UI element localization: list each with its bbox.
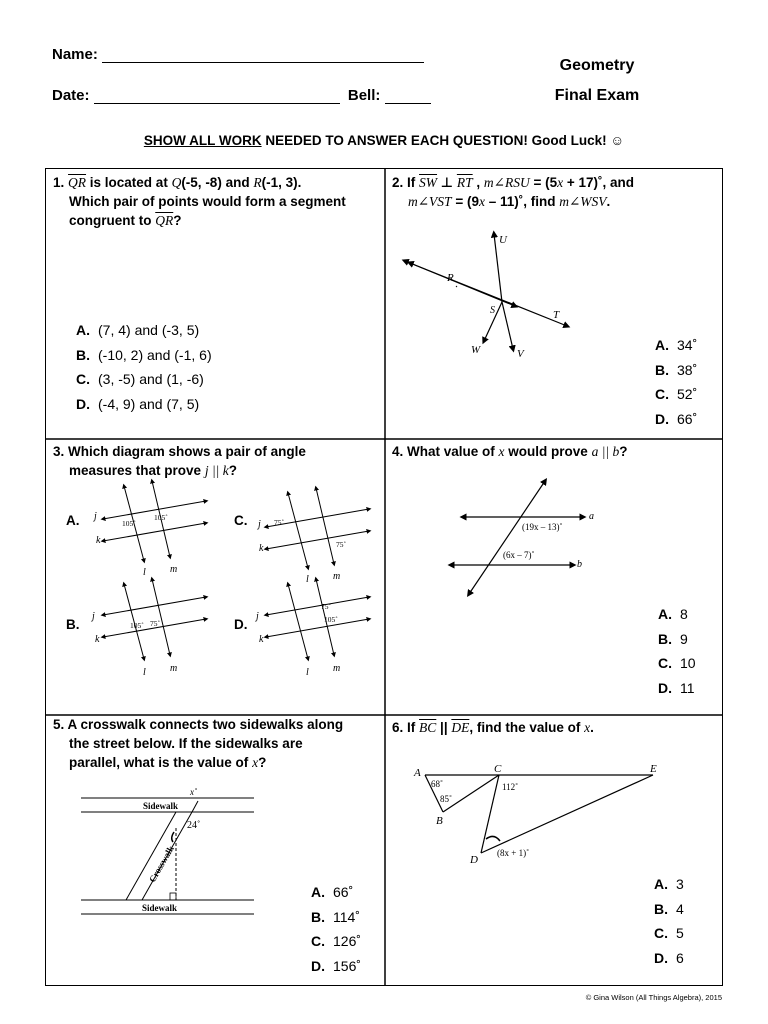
choice-letter: C.: [655, 386, 669, 402]
q5-angle-x: x˚: [190, 787, 197, 797]
q4-text2: would prove: [504, 444, 592, 459]
instructions-rest: NEEDED TO ANSWER EACH QUESTION! Good Luck! ☺: [261, 133, 625, 148]
q1-choice-a[interactable]: [76, 318, 212, 343]
q3b-label-m: m: [170, 663, 178, 674]
question-3: [46, 439, 385, 715]
q2-angle-rsu: m∠RSU: [483, 175, 530, 190]
q3c-label-j: j: [258, 519, 261, 530]
q2-stem: [392, 173, 717, 211]
choice-text: 11: [680, 679, 695, 696]
q3d-label-k: k: [259, 634, 264, 645]
q4-number: 4.: [392, 444, 404, 459]
q2-choice-a[interactable]: [655, 333, 697, 358]
choice-text: 38˚: [677, 361, 698, 378]
q2-label-v: V: [517, 348, 524, 359]
q4-choices: [658, 602, 696, 700]
q6-label-a: A: [414, 767, 421, 779]
q3c-label-k: k: [259, 543, 264, 554]
q1-coords-r: (-1, 3).: [261, 175, 302, 190]
question-6: [385, 715, 722, 985]
q5-choice-c[interactable]: [311, 929, 361, 954]
q3-diagram-a: [92, 481, 206, 578]
q6-angle-112: 112˚: [502, 782, 519, 792]
q2-comma: ,: [472, 175, 484, 190]
q3-number: 3.: [53, 444, 65, 459]
q5-choice-b[interactable]: [311, 905, 361, 930]
q4-choice-b[interactable]: [658, 627, 696, 652]
q3b-angle-2: 75˚: [150, 619, 160, 628]
q4-label-b: b: [577, 559, 582, 570]
choice-text: (3, -5) and (1, -6): [98, 371, 204, 387]
q3-diagram-d: [254, 579, 369, 678]
choice-letter: C.: [311, 933, 325, 949]
q3a-label-m: m: [170, 564, 178, 575]
choice-text: 34˚: [677, 337, 698, 353]
date-label: Date:: [52, 87, 90, 104]
q6-choice-a[interactable]: [654, 872, 684, 897]
q2-x1: x: [557, 175, 564, 190]
q6-seg-bc: $\overline{BC}$: [419, 720, 437, 735]
q5-choices: [311, 880, 361, 978]
q1-point-q: Q: [171, 175, 182, 190]
q2-label-u: U: [499, 234, 507, 246]
choice-letter: D.: [311, 957, 325, 974]
choice-letter: C.: [654, 925, 668, 941]
q5-crosswalk-label: Crosswalk: [147, 844, 176, 884]
q1-line2: Which pair of points would form a segment: [69, 194, 346, 209]
choice-letter: C.: [658, 655, 672, 671]
q3d-label-l: l: [306, 667, 309, 678]
name-row: [52, 46, 424, 63]
q2-choice-d[interactable]: [655, 407, 697, 432]
question-1: [46, 169, 385, 439]
q6-angle-68: 68˚: [431, 779, 443, 789]
choice-text: 5: [676, 925, 684, 941]
q5-sidewalk-bottom: Sidewalk: [142, 903, 178, 913]
q3-option-c[interactable]: C.: [234, 513, 248, 528]
q2-label-t: T: [553, 309, 560, 321]
choice-text: (7, 4) and (-3, 5): [98, 322, 200, 338]
q3c-angle-2: 75˚: [336, 540, 346, 549]
q6-seg-de: $\overline{DE}$: [451, 720, 470, 735]
q3-option-a[interactable]: A.: [66, 513, 80, 528]
choice-letter: B.: [76, 346, 90, 363]
name-blank[interactable]: [102, 48, 424, 63]
q3-diagram-b: [90, 579, 206, 678]
q2-perp: ⊥: [437, 175, 457, 190]
choice-text: 6: [676, 949, 684, 966]
q1-choice-b[interactable]: [76, 343, 212, 368]
q5-number: 5.: [53, 717, 65, 732]
q4-choice-d[interactable]: [658, 676, 696, 701]
q5-qmark: ?: [258, 755, 267, 770]
q3a-angle-1: 105˚: [122, 519, 136, 528]
q3-line1: Which diagram shows a pair of angle: [68, 444, 306, 459]
q6-choice-c[interactable]: [654, 921, 684, 946]
q3c-label-m: m: [333, 571, 341, 582]
q1-choices: [76, 318, 212, 416]
q1-segment-qr: $\overline{QR}$: [68, 175, 87, 190]
q5-line1: A crosswalk connects two sidewalks along: [67, 717, 344, 732]
choice-text: 4: [676, 900, 684, 917]
question-2: [385, 169, 722, 439]
q5-x: x: [252, 755, 259, 770]
q2-dot: .: [606, 194, 611, 209]
choice-letter: A.: [311, 884, 325, 900]
choice-letter: B.: [658, 630, 672, 647]
q2-eq2: = (9: [451, 194, 479, 209]
q3b-angle-1: 105˚: [130, 621, 144, 630]
q6-if: If: [407, 720, 420, 735]
q3a-label-j: j: [94, 511, 97, 522]
q3d-angle-1: 75˚: [321, 602, 331, 611]
q2-x2: x: [478, 194, 485, 209]
q4-label-a: a: [589, 511, 594, 522]
q2-label-s: S: [490, 305, 495, 316]
q3-line2: measures that prove: [69, 463, 205, 478]
q2-angle-vst: m∠VST: [408, 194, 452, 209]
q2-number: 2.: [392, 175, 404, 190]
q1-segment-qr-2: $\overline{QR}$: [155, 213, 174, 228]
q3d-label-j: j: [256, 611, 259, 622]
copyright: © Gina Wilson (All Things Algebra), 2015: [585, 993, 722, 1002]
q5-angle-24: 24˚: [187, 820, 201, 831]
q6-parallel: ||: [436, 720, 452, 735]
choice-letter: A.: [654, 876, 668, 892]
q4-qmark: ?: [619, 444, 628, 459]
q1-choice-c[interactable]: [76, 367, 212, 392]
choice-text: 66˚: [677, 410, 698, 427]
q6-label-b: B: [436, 815, 443, 827]
q4-x: x: [498, 444, 505, 459]
q6-number: 6.: [392, 720, 404, 735]
exam-title: Final Exam: [554, 87, 640, 104]
q3a-angle-2: 105˚: [154, 513, 168, 522]
choice-text: 9: [680, 630, 688, 647]
choice-text: 8: [680, 606, 688, 622]
q1-line3: [53, 211, 378, 230]
instructions-underlined: SHOW ALL WORK: [143, 133, 262, 148]
choice-letter: B.: [655, 361, 669, 378]
q4-choice-a[interactable]: [658, 602, 696, 627]
q3b-label-l: l: [143, 667, 146, 678]
choice-letter: C.: [76, 371, 90, 387]
q3c-angle-1: 75˚: [274, 518, 284, 527]
q2-choice-c[interactable]: [655, 382, 697, 407]
choice-letter: D.: [654, 949, 668, 966]
q2-eq1: = (5: [529, 175, 558, 190]
q1-number: 1.: [53, 175, 65, 190]
q1-qmark: ?: [173, 213, 182, 228]
q3-option-b[interactable]: B.: [66, 617, 80, 632]
q3b-label-j: j: [92, 611, 95, 622]
q6-label-e: E: [650, 763, 657, 775]
q6-x: x: [584, 720, 591, 735]
date-row: [52, 87, 431, 104]
choice-text: (-10, 2) and (-1, 6): [98, 346, 212, 363]
q6-choice-b[interactable]: [654, 897, 684, 922]
choice-letter: A.: [658, 606, 672, 622]
choice-letter: B.: [311, 908, 325, 925]
q2-label-w: W: [471, 344, 481, 356]
q6-angle-expr: (8x + 1)˚: [497, 848, 530, 858]
q5-sidewalk-top: Sidewalk: [143, 801, 179, 811]
q5-line3: parallel, what is the value of: [69, 755, 253, 770]
q3b-label-k: k: [95, 634, 100, 645]
q3-qmark: ?: [228, 463, 237, 478]
q3d-angle-2: 105˚: [324, 615, 338, 624]
choice-text: 156˚: [333, 957, 362, 974]
date-blank[interactable]: [94, 89, 340, 104]
q3d-label-m: m: [333, 663, 341, 674]
choice-letter: D.: [658, 679, 672, 696]
choice-text: 3: [676, 876, 684, 892]
q6-text: , find the value of: [469, 720, 585, 735]
choice-text: 52˚: [677, 386, 698, 402]
choice-text: 10: [680, 655, 696, 671]
q6-choices: [654, 872, 684, 970]
q5-choice-a[interactable]: [311, 880, 361, 905]
q6-choice-d[interactable]: [654, 946, 684, 971]
q4-ab: a || b: [591, 444, 620, 459]
q3-option-d[interactable]: D.: [234, 617, 248, 632]
subject-title: Geometry: [559, 57, 635, 74]
choice-text: 114˚: [333, 908, 360, 925]
q3-jk: j || k: [204, 463, 229, 478]
q2-eq2b: – 11)˚, find: [484, 194, 560, 209]
q2-choice-b[interactable]: [655, 358, 697, 383]
choice-letter: A.: [76, 322, 90, 338]
q3a-label-l: l: [143, 567, 146, 578]
bell-blank[interactable]: [385, 89, 431, 104]
q2-choices: [655, 333, 697, 431]
q6-angle-85: 85˚: [440, 794, 452, 804]
instructions: [0, 133, 768, 148]
choice-text: 66˚: [333, 884, 354, 900]
q3a-label-k: k: [96, 535, 101, 546]
bell-label: Bell:: [347, 87, 381, 104]
choice-text: (-4, 9) and (7, 5): [98, 395, 200, 412]
choice-letter: B.: [654, 900, 668, 917]
q4-angle-2: (6x – 7)˚: [503, 550, 535, 560]
q4-text1: What value of: [407, 444, 499, 459]
q5-choice-d[interactable]: [311, 954, 361, 979]
q6-label-d: D: [470, 854, 478, 866]
q1-coords-q: (-5, -8) and: [181, 175, 254, 190]
choice-letter: D.: [655, 410, 669, 427]
choice-letter: D.: [76, 395, 90, 412]
q2-seg-rt: $\overline{RT}$: [456, 175, 473, 190]
name-label: Name:: [52, 46, 98, 63]
question-5: [46, 715, 385, 985]
q4-angle-1: (19x – 13)˚: [522, 522, 563, 532]
q2-seg-sw: $\overline{SW}$: [419, 175, 438, 190]
choice-letter: A.: [655, 337, 669, 353]
q1-choice-d[interactable]: [76, 392, 212, 417]
q1-stem: [53, 173, 378, 230]
q2-if: If: [407, 175, 420, 190]
q2-angle-wsv: m∠WSV: [559, 194, 607, 209]
q1-point-r: R: [253, 175, 262, 190]
q2-label-r: R: [447, 272, 454, 284]
q3-diagram-c: [256, 488, 369, 585]
q3c-label-l: l: [306, 574, 309, 585]
q5-line2: the street below. If the sidewalks are: [69, 736, 303, 751]
q6-dot: .: [590, 720, 594, 735]
q3-diagrams: [46, 439, 385, 715]
q4-choice-c[interactable]: [658, 651, 696, 676]
question-grid: [45, 168, 723, 986]
choice-text: 126˚: [333, 933, 362, 949]
q6-label-c: C: [494, 763, 502, 775]
q2-eq1b: + 17)˚, and: [563, 175, 635, 190]
q1-text-b: congruent to: [69, 213, 156, 228]
q1-text-a: is located at: [86, 175, 172, 190]
